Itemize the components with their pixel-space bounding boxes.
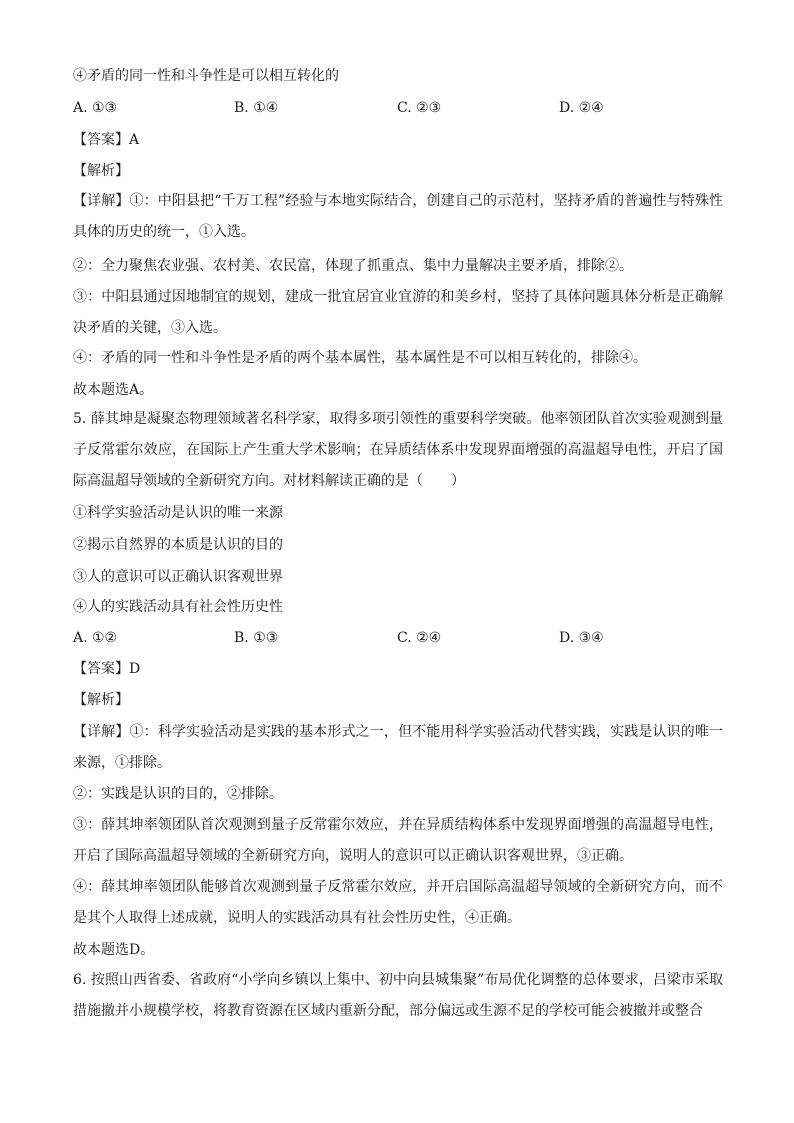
q4-conclusion: 故本题选A。	[73, 382, 154, 398]
q5-detail-4: ④：薛其坤率领团队能够首次观测到量子反常霍尔效应，并开启国际高温超导领域的全新研究方向，而不是其个人取得上述成就，说明人的实践活动具有社会性历史性，④正确。	[73, 879, 723, 926]
q6-stem: 6. 按照山西省委、省政府“小学向乡镇以上集中、初中向县城集聚”布局优化调整的总体要求，吕梁市采取措施撤并小规模学校，将教育资源在区域内重新分配，部分偏远或生源不足的学校可能会被撤并或整合	[73, 972, 723, 1019]
q5-statement-2: ②揭示自然界的本质是认识的目的	[73, 537, 283, 553]
q5-option-d: D. ③④	[559, 630, 604, 646]
q5-option-a: A. ①②	[73, 630, 118, 646]
q5-option-c: C. ②④	[397, 630, 442, 646]
q5-answer: 【答案】D	[73, 661, 141, 677]
q4-option-d: D. ②④	[559, 100, 604, 116]
q5-detail-1: 【详解】①：科学实验活动是实践的基本形式之一，但不能用科学实验活动代替实践，实践是认识的唯一来源，①排除。	[73, 724, 723, 771]
q5-statement-1: ①科学实验活动是认识的唯一来源	[73, 505, 283, 521]
q5-detail-3: ③：薛其坤率领团队首次观测到量子反常霍尔效应，并在异质结构体系中发现界面增强的高温超导电性，开启了国际高温超导领域的全新研究方向，说明人的意识可以正确认识客观世界，③正确。	[73, 817, 723, 864]
q4-detail-4: ④：矛盾的同一性和斗争性是矛盾的两个基本属性，基本属性是不可以相互转化的，排除④。	[73, 350, 647, 366]
q5-stem: 5. 薛其坤是凝聚态物理领域著名科学家，取得多项引领性的重要科学突破。他率领团队首次实验观测到量子反常霍尔效应，在国际上产生重大学术影响；在异质结体系中发现界面增强的高温超导电性，开启了国际高温超导领域的全新研究方向。对材料解读正确的是（ ）	[73, 411, 723, 489]
q5-conclusion: 故本题选D。	[73, 942, 155, 958]
q5-detail-2: ②：实践是认识的目的，②排除。	[73, 786, 283, 802]
q4-answer: 【答案】A	[73, 132, 140, 148]
q5-options	[73, 628, 723, 648]
q4-option-b: B. ①④	[234, 100, 279, 116]
q4-detail-2: ②：全力聚焦农业强、农村美、农民富，体现了抓重点、集中力量解决主要矛盾，排除②。	[73, 258, 633, 274]
q5-option-b: B. ①③	[234, 630, 279, 646]
q4-detail-3: ③：中阳县通过因地制宜的规划，建成一批宜居宜业宜游的和美乡村，坚持了具体问题具体分析是正确解决矛盾的关键，③入选。	[73, 289, 723, 336]
q4-detail-1: 【详解】①：中阳县把“千万工程”经验与本地实际结合，创建自己的示范村，坚持矛盾的普遍性与特殊性具体的历史的统一，①入选。	[73, 193, 723, 240]
q4-options	[73, 98, 723, 118]
q4-option-c: C. ②③	[397, 100, 442, 116]
q4-statement-4: ④矛盾的同一性和斗争性是可以相互转化的	[73, 68, 339, 84]
q5-analysis-label: 【解析】	[73, 692, 129, 708]
q4-analysis-label: 【解析】	[73, 163, 129, 179]
q5-statement-3: ③人的意识可以正确认识客观世界	[73, 569, 283, 585]
q4-option-a: A. ①③	[73, 100, 118, 116]
q5-statement-4: ④人的实践活动具有社会性历史性	[73, 599, 283, 615]
